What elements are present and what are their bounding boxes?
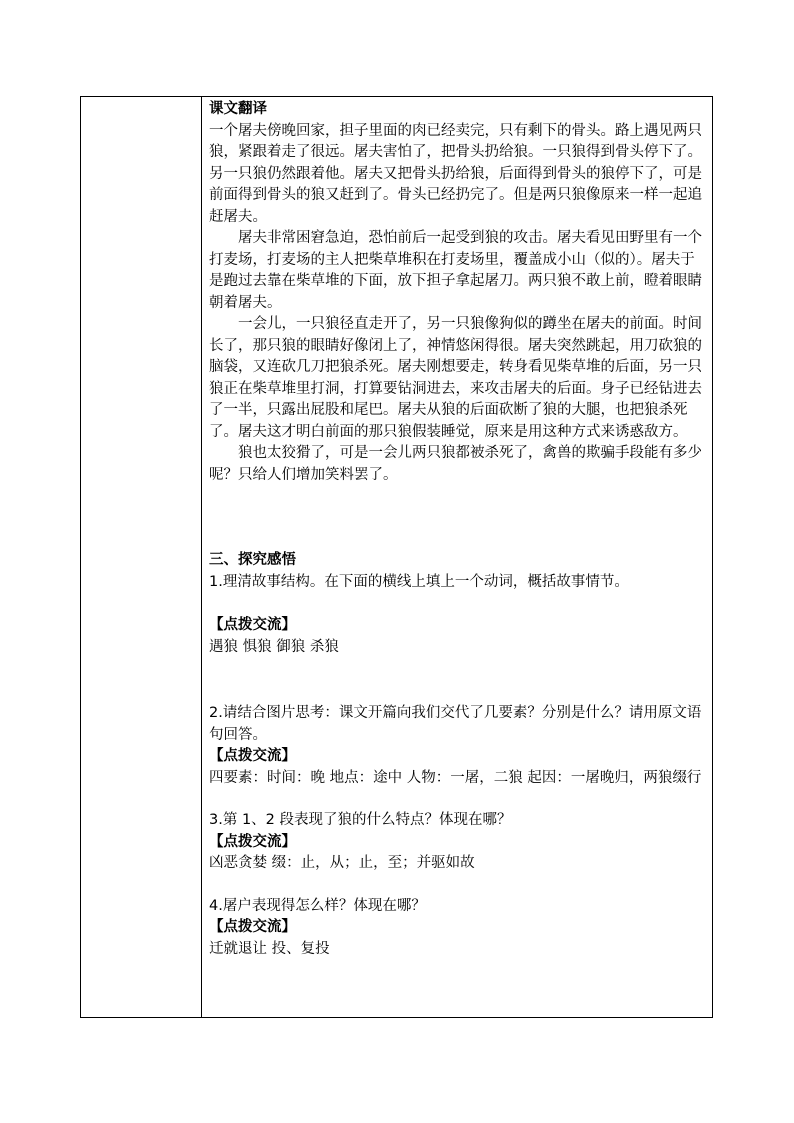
answer-2: 四要素：时间：晚 地点：途中 人物：一屠，二狼 起因：一屠晚归，两狼缀行 bbox=[209, 769, 702, 786]
answer-3: 凶恶贪婪 缀：止，从；止，至；并驱如故 bbox=[209, 855, 475, 871]
translation-heading: 课文翻译 bbox=[209, 101, 267, 117]
translation-paragraph-4: 狼也太狡猾了，可是一会儿两只狼都被杀死了，禽兽的欺骗手段能有多少呢？只给人们增加笑料罢了。 bbox=[209, 445, 702, 483]
answer-4: 迁就退让 投、复投 bbox=[209, 940, 330, 957]
discussion-label-4: 【点拨交流】 bbox=[209, 919, 296, 935]
content-cell bbox=[209, 99, 709, 960]
discussion-label-2: 【点拨交流】 bbox=[209, 748, 296, 764]
answer-1: 遇狼 惧狼 御狼 杀狼 bbox=[209, 638, 339, 655]
translation-paragraph-3: 一会儿，一只狼径直走开了，另一只狼像狗似的蹲坐在屠夫的前面。时间长了，那只狼的眼睛好像闭上了，神情悠闲得很。屠夫突然跳起，用刀砍狼的脑袋，又连砍几刀把狼杀死。屠夫刚想要走，转身看见柴草堆的后面，另一只狼正在柴草堆里打洞，打算要钻洞进去，来攻击屠夫的后面。身子已经钻进去了一半，只露出屁股和尾巴。屠夫从狼的后面砍断了狼的大腿，也把狼杀死了。屠夫这才明白前面的那只狼假装睡觉，原来是用这种方式来诱惑敌方。 bbox=[209, 316, 702, 440]
discussion-label-1: 【点拨交流】 bbox=[209, 617, 296, 633]
left-column-cell bbox=[81, 97, 202, 1017]
question-3: 3.第 1、2 段表现了狼的什么特点？体现在哪？ bbox=[209, 812, 512, 828]
content-table bbox=[80, 96, 713, 1018]
question-4: 4.屠户表现得怎么样？体现在哪？ bbox=[209, 897, 426, 914]
question-2: 2.请结合图片思考：课文开篇向我们交代了几要素？分别是什么？请用原文语句回答。 bbox=[209, 705, 702, 743]
translation-paragraph-1: 一个屠夫傍晚回家，担子里面的肉已经卖完，只有剩下的骨头。路上遇见两只狼，紧跟着走了很远。屠夫害怕了，把骨头扔给狼。一只狼得到骨头停下了。另一只狼仍然跟着他。屠夫又把骨头扔给狼，后面得到骨头的狼停下了，可是前面得到骨头的狼又赶到了。骨头已经扔完了。但是两只狼像原来一样一起追赶屠夫。 bbox=[209, 122, 702, 225]
translation-paragraph-2: 屠夫非常困窘急迫，恐怕前后一起受到狼的攻击。屠夫看见田野里有一个打麦场，打麦场的主人把柴草堆积在打麦场里，覆盖成小山（似的）。屠夫于是跑过去靠在柴草堆的下面，放下担子拿起屠刀。两只狼不敢上前，瞪着眼睛朝着屠夫。 bbox=[209, 230, 702, 311]
discussion-label-3: 【点拨交流】 bbox=[209, 833, 296, 850]
inquiry-heading: 三、探究感悟 bbox=[209, 552, 296, 568]
question-1: 1.理清故事结构。在下面的横线上填上一个动词，概括故事情节。 bbox=[209, 573, 629, 590]
